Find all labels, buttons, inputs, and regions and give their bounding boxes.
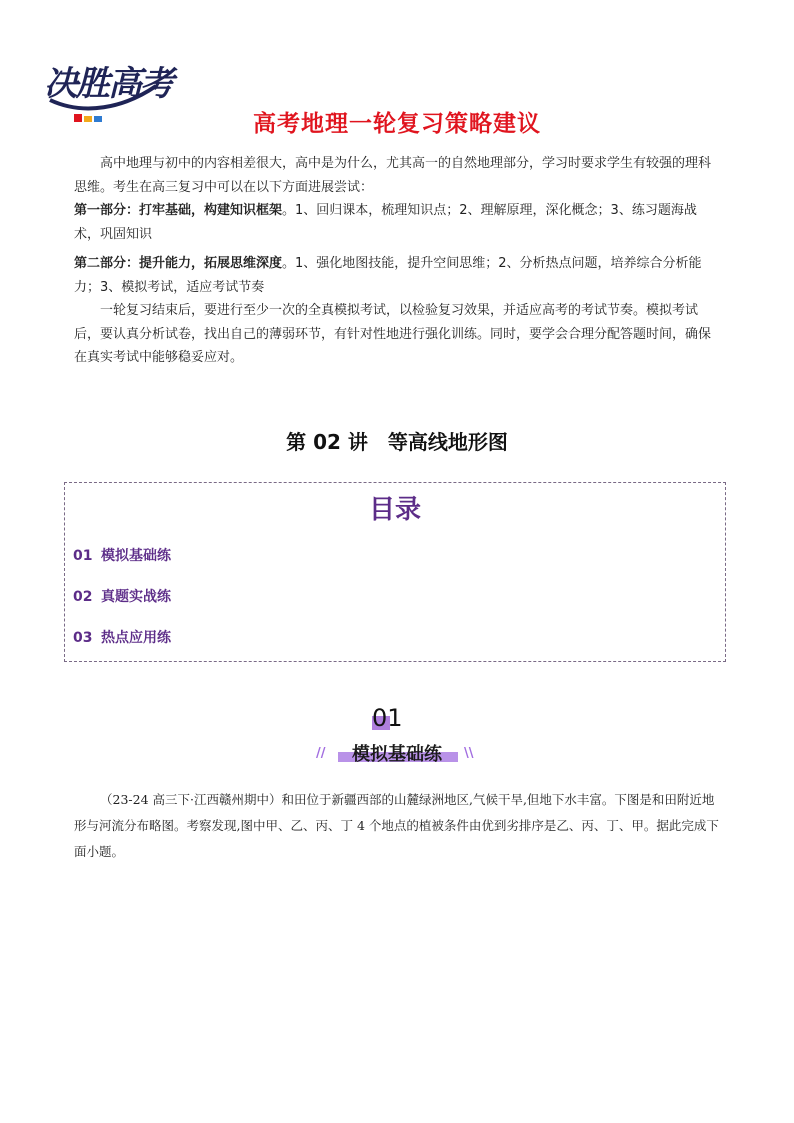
part1-label: 第一部分：打牢基础，构建知识框架 xyxy=(74,203,283,218)
part1-text: 。1、回归课本，梳理知识点；2、理解原理，深化概念；3、练习题海战术，巩固知识 xyxy=(74,203,697,242)
toc-item-1[interactable] xyxy=(73,545,171,565)
question-text: （23-24 高三下·江西赣州期中）和田位于新疆西部的山麓绿洲地区,气候干旱,但地下水丰富。下图是和田附近地形与河流分布略图。考察发现,图中甲、乙、丙、丁 4 个地点的植被条件由优到劣排序是乙、丙、丁、甲。据此完成下面小题。 xyxy=(74,792,719,859)
toc-item-2[interactable] xyxy=(73,586,171,606)
section-number: 01 xyxy=(372,704,403,732)
main-title: 高考地理一轮复习策略建议 xyxy=(253,111,541,137)
section-title-band xyxy=(316,740,474,765)
toc-item-num: 01 xyxy=(73,548,93,564)
intro-paragraph-1: 高中地理与初中的内容相差很大，高中是为什么，尤其高一的自然地理部分，学习时要求学生有较强的理科思维。考生在高三复习中可以在以下方面进展尝试： xyxy=(74,156,712,195)
part2-label: 第二部分：提升能力，拓展思维深度 xyxy=(74,256,283,271)
logo-text: 决胜高考 xyxy=(44,64,172,104)
section-left-deco: // xyxy=(316,746,326,761)
toc-item-label: 模拟基础练 xyxy=(101,548,171,564)
toc-item-num: 03 xyxy=(73,630,93,646)
part2-text: 。1、强化地图技能，提升空间思维；2、分析热点问题，培养综合分析能力；3、模拟考试，适应考试节奏 xyxy=(74,256,702,295)
toc-box xyxy=(64,482,726,662)
toc-item-3[interactable] xyxy=(73,627,171,647)
intro-paragraph-4: 一轮复习结束后，要进行至少一次的全真模拟考试，以检验复习效果，并适应高考的考试节奏。模拟考试后，要认真分析试卷，找出自己的薄弱环节，有针对性地进行强化训练。同时，要学会合理分配答题时间，确保在真实考试中能够稳妥应对。 xyxy=(74,303,712,365)
toc-item-label: 真题实战练 xyxy=(101,589,171,605)
intro-part1 xyxy=(74,199,722,246)
toc-heading: 目录 xyxy=(368,495,421,525)
toc-item-num: 02 xyxy=(73,589,93,605)
section-right-deco: \\ xyxy=(464,746,474,761)
intro-part2 xyxy=(74,252,722,299)
toc-item-label: 热点应用练 xyxy=(101,630,171,646)
lecture-title: 第 02 讲 等高线地形图 xyxy=(286,430,508,454)
section-title: 模拟基础练 xyxy=(352,744,442,765)
